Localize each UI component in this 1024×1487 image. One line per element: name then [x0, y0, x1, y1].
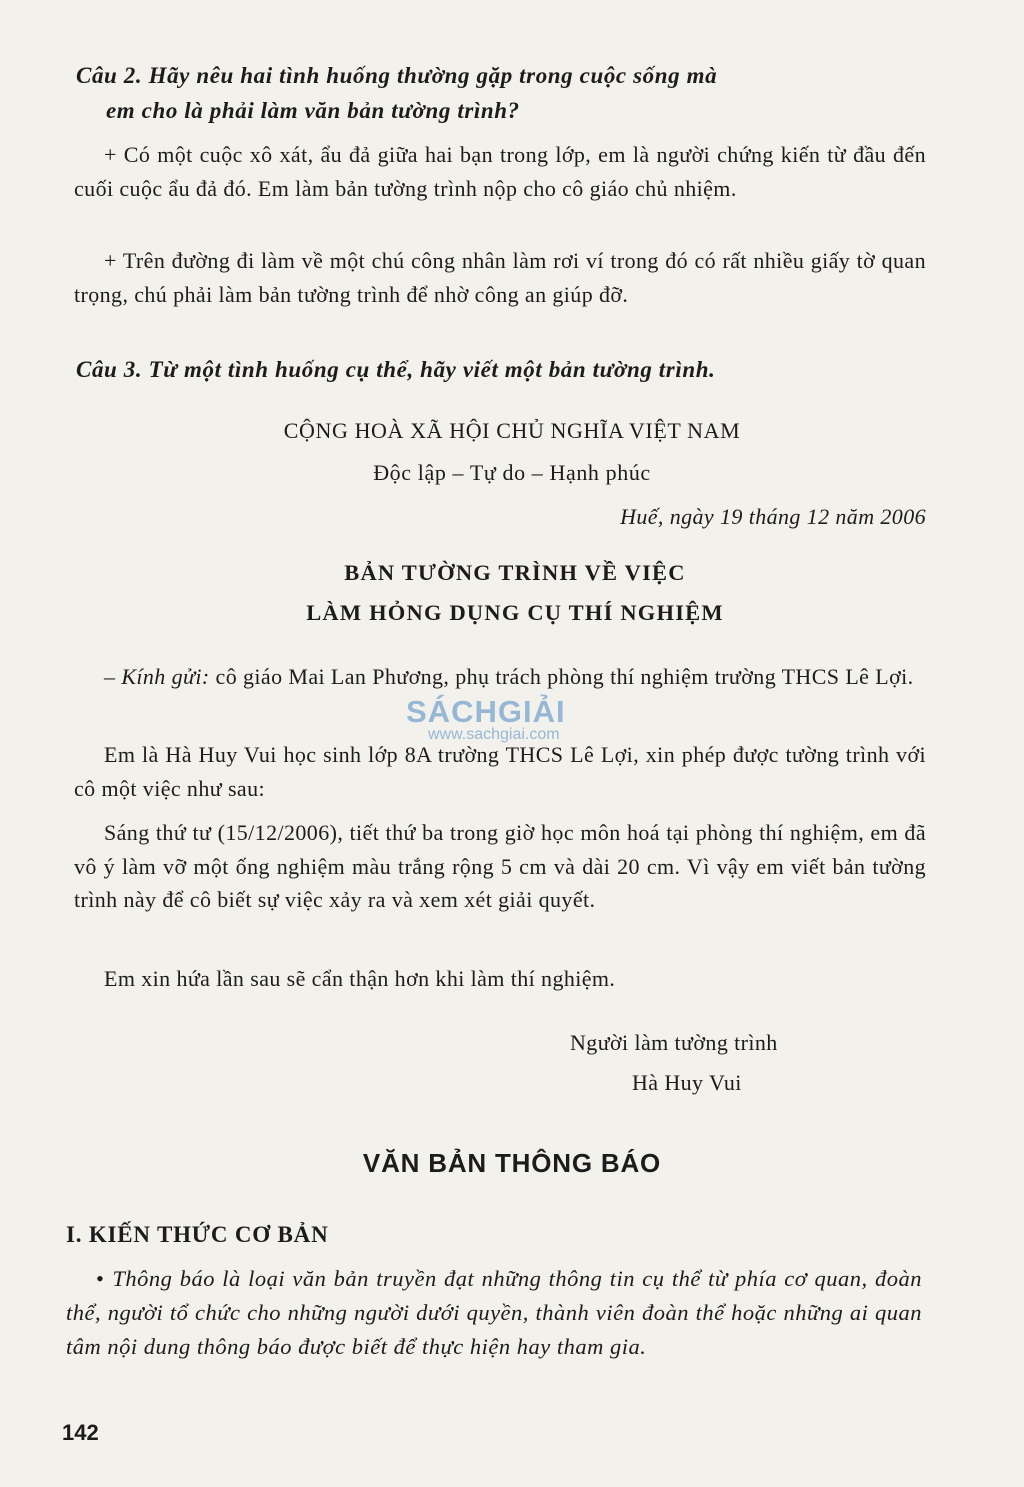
section-title: VĂN BẢN THÔNG BÁO — [362, 1148, 662, 1178]
watermark-url: www.sachgiai.com — [428, 726, 560, 743]
report-recipient — [74, 660, 926, 694]
national-motto: Độc lập – Tự do – Hạnh phúc — [373, 460, 651, 485]
bullet-icon: • — [96, 1266, 105, 1291]
signer-name: Hà Huy Vui — [632, 1070, 742, 1095]
question-2-answer-2: + Trên đường đi làm về một chú công nhân làm rơi ví trong đó có rất nhiều giấy tờ quan trọng, chú phải làm bản tường trình để nhờ công an giúp đỡ. — [74, 248, 926, 307]
question-2-line2: em cho là phải làm văn bản tường trình? — [106, 98, 520, 123]
watermark-logo — [406, 694, 566, 744]
question-2 — [76, 58, 938, 128]
national-heading: CỘNG HOÀ XÃ HỘI CHỦ NGHĨA VIỆT NAM — [283, 418, 741, 443]
definition-text: Thông báo là loại văn bản truyền đạt những thông tin cụ thể từ phía cơ quan, đoàn thể, người tổ chức cho những người dưới quyền, thành viên đoàn thể hoặc những ai quan tâm nội dung thông báo được biết để thực hiện hay tham gia. — [66, 1266, 922, 1359]
report-title-line1: BẢN TƯỜNG TRÌNH VỀ VIỆC — [344, 560, 686, 585]
place-date: Huế, ngày 19 tháng 12 năm 2006 — [620, 504, 926, 529]
subsection-title: I. KIẾN THỨC CƠ BẢN — [66, 1222, 329, 1247]
question-2-answer-1: + Có một cuộc xô xát, ẩu đả giữa hai bạn trong lớp, em là người chứng kiến từ đầu đến cuối cuộc ẩu đả đó. Em làm bản tường trình nộp cho cô giáo chủ nhiệm. — [74, 142, 926, 201]
report-paragraph-3: Em xin hứa lần sau sẽ cẩn thận hơn khi làm thí nghiệm. — [104, 966, 616, 991]
recipient-prefix: – — [104, 664, 122, 689]
question-3-text: Từ một tình huống cụ thể, hãy viết một bản tường trình. — [148, 357, 716, 382]
question-3-number: Câu 3. — [76, 357, 143, 382]
report-paragraph-1: Em là Hà Huy Vui học sinh lớp 8A trường THCS Lê Lợi, xin phép được tường trình với cô một việc như sau: — [74, 742, 926, 801]
signer-label: Người làm tường trình — [570, 1030, 778, 1055]
question-3 — [76, 352, 938, 387]
definition-bullet — [66, 1262, 922, 1364]
question-2-number: Câu 2. — [76, 63, 143, 88]
watermark-brand: SÁCHGIẢI — [406, 694, 566, 729]
recipient-text: cô giáo Mai Lan Phương, phụ trách phòng thí nghiệm trường THCS Lê Lợi. — [209, 664, 914, 689]
report-paragraph-2: Sáng thứ tư (15/12/2006), tiết thứ ba trong giờ học môn hoá tại phòng thí nghiệm, em đã vô ý làm vỡ một ống nghiệm màu trắng rộng 5 cm và dài 20 cm. Vì vậy em viết bản tường trình này để cô biết sự việc xảy ra và xem xét giải quyết. — [74, 820, 926, 912]
page-number: 142 — [62, 1420, 99, 1445]
report-title-line2: LÀM HỎNG DỤNG CỤ THÍ NGHIỆM — [306, 600, 724, 625]
recipient-label: Kính gửi: — [121, 664, 210, 689]
question-2-line1: Hãy nêu hai tình huống thường gặp trong cuộc sống mà — [148, 63, 718, 88]
